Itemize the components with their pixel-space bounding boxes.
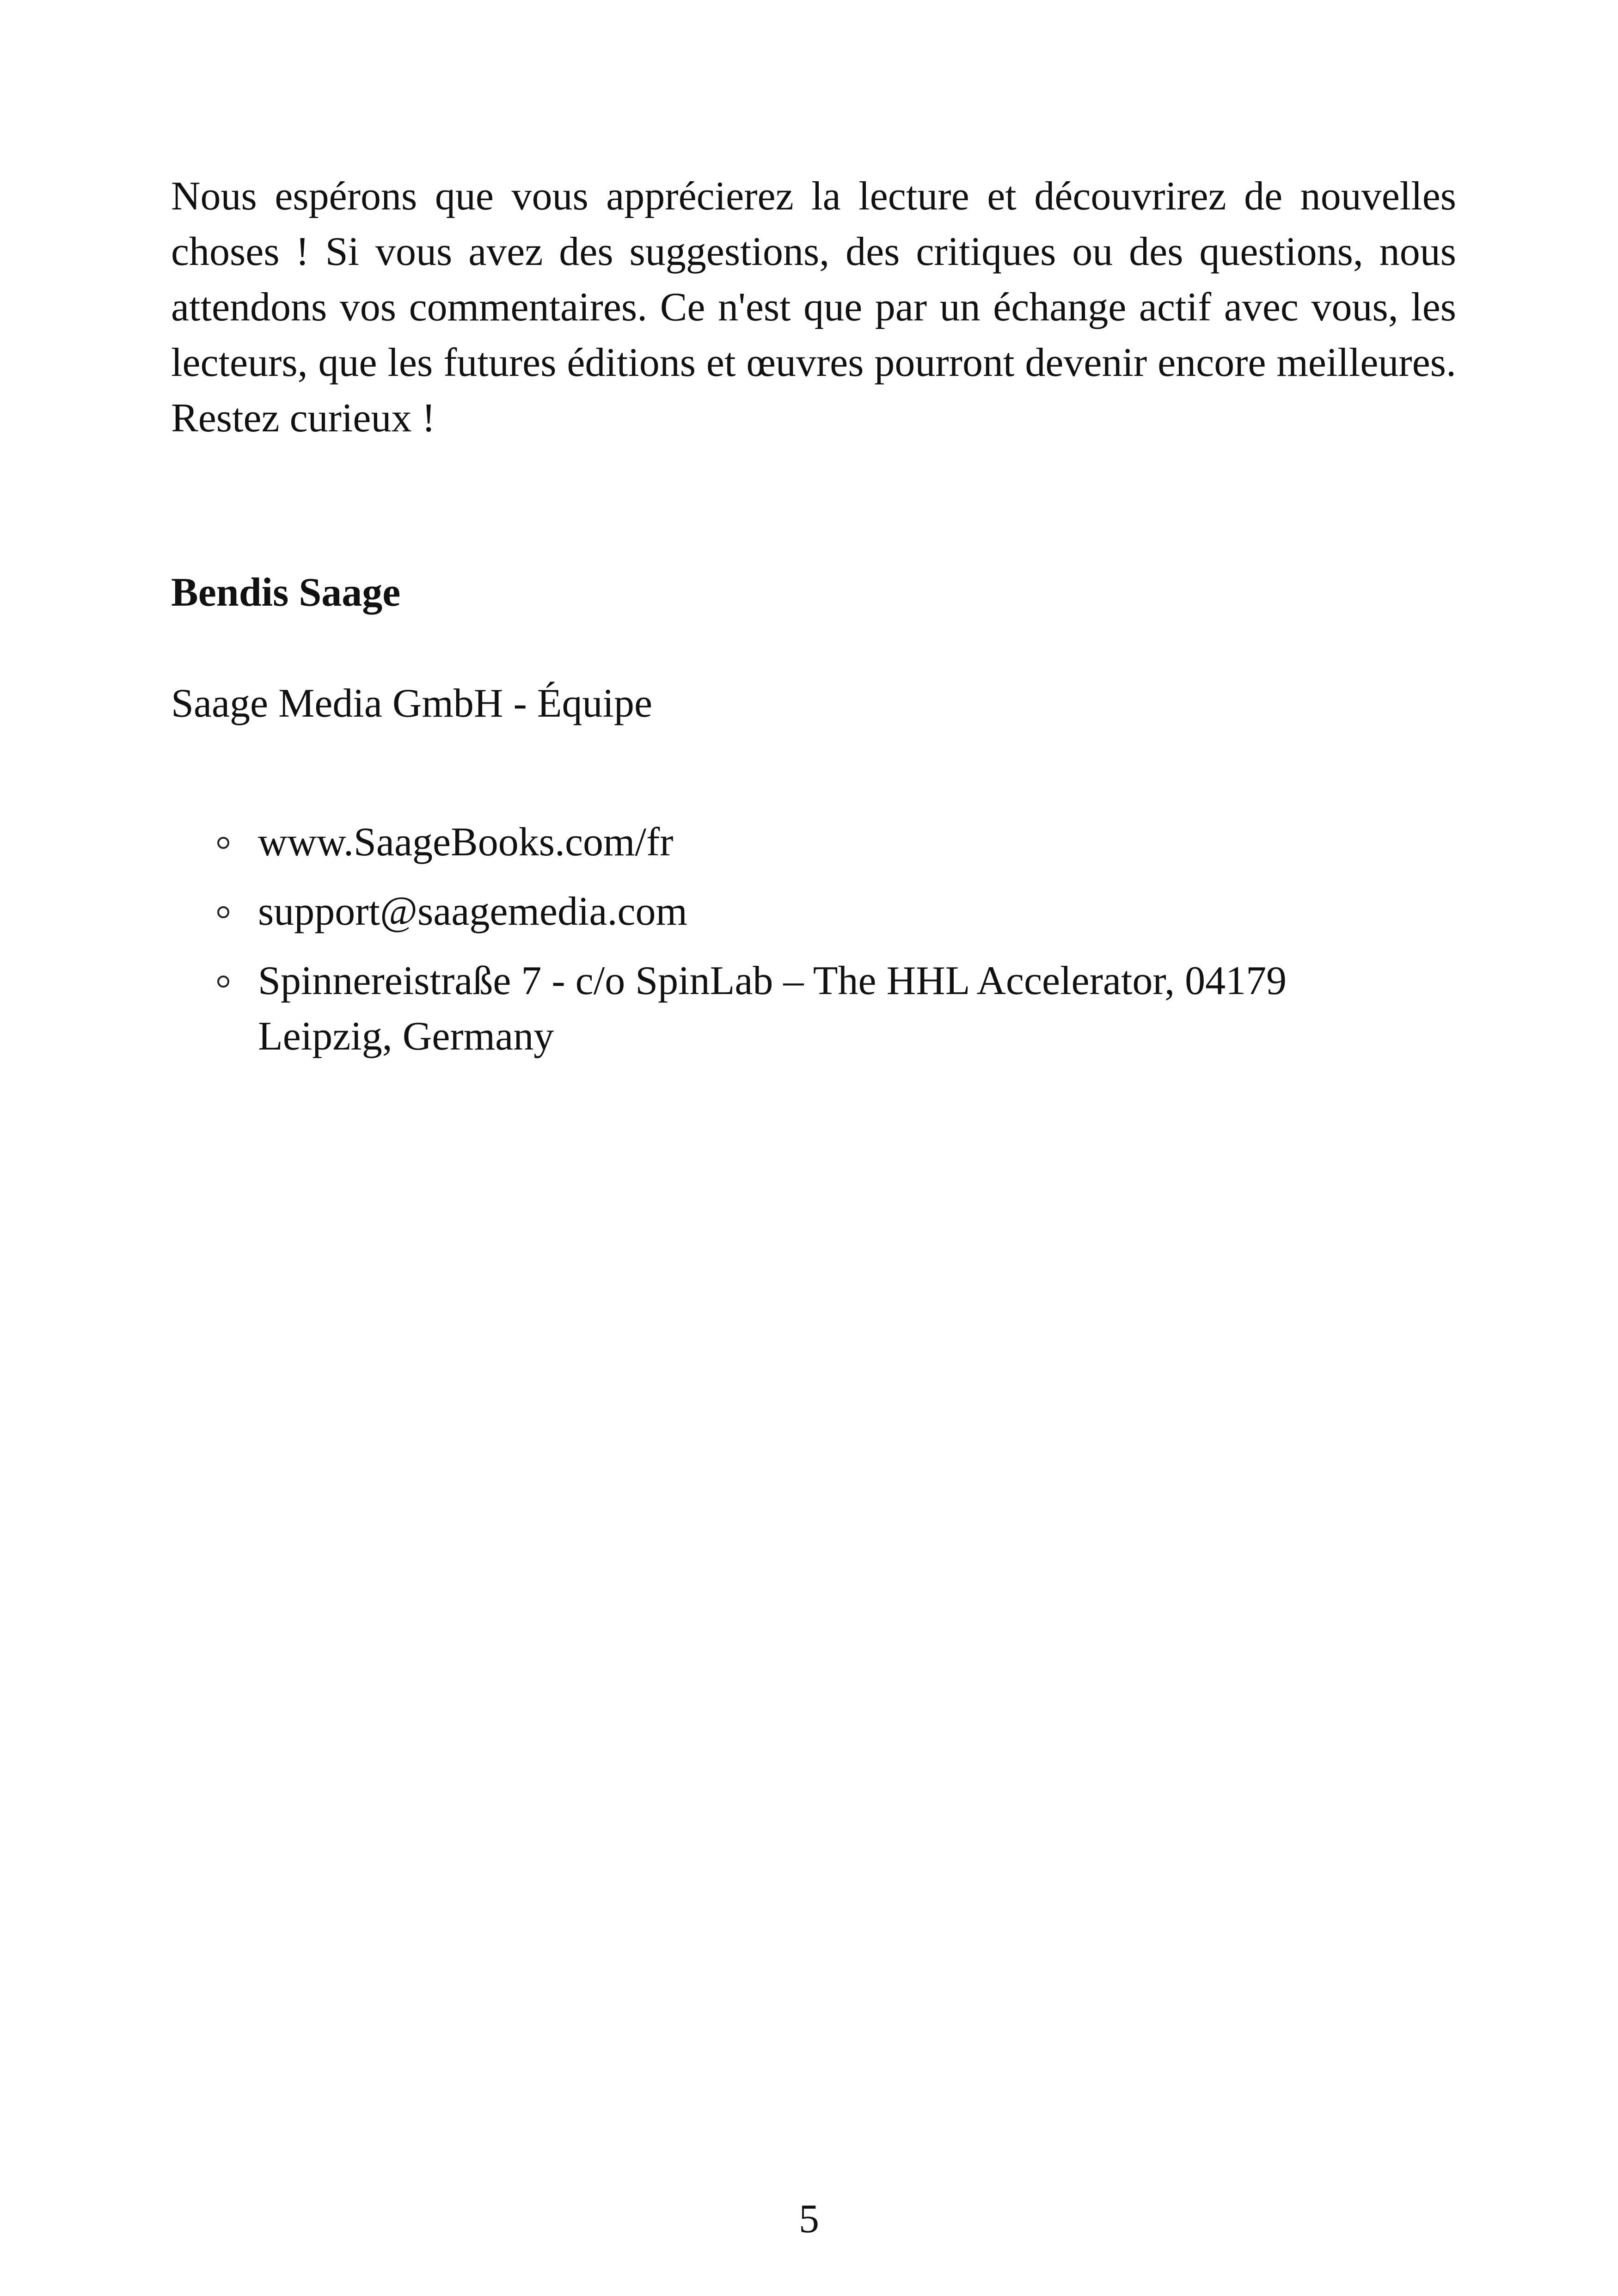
- contact-address-text: Spinnereistraße 7 - c/o SpinLab – The HHL Accelerator, 04179 Leipzig, Germany: [258, 958, 1287, 1059]
- contact-website: [171, 815, 1391, 870]
- circle-bullet-icon: [217, 906, 229, 918]
- contact-email-text: support@saagemedia.com: [258, 889, 687, 934]
- contact-email: [171, 884, 1391, 939]
- contact-list: [171, 815, 1391, 1078]
- page-number: 5: [799, 2197, 819, 2241]
- intro-paragraph: Nous espérons que vous apprécierez la lecture et découvrirez de nouvelles choses ! Si vous avez des suggestions, des critiques ou des questions, nous attendons vos commentaires. Ce n'est que par un échange actif avec vous, les lecteurs, que les futures éditions et œuvres pourront devenir encore meilleures. Restez curieux !: [171, 174, 1456, 441]
- circle-bullet-icon: [217, 837, 229, 849]
- contact-website-text: www.SaageBooks.com/fr: [258, 820, 674, 865]
- team-name: Saage Media GmbH - Équipe: [171, 681, 653, 726]
- author-name: Bendis Saage: [171, 570, 401, 615]
- contact-address: [171, 953, 1391, 1064]
- circle-bullet-icon: [217, 976, 229, 988]
